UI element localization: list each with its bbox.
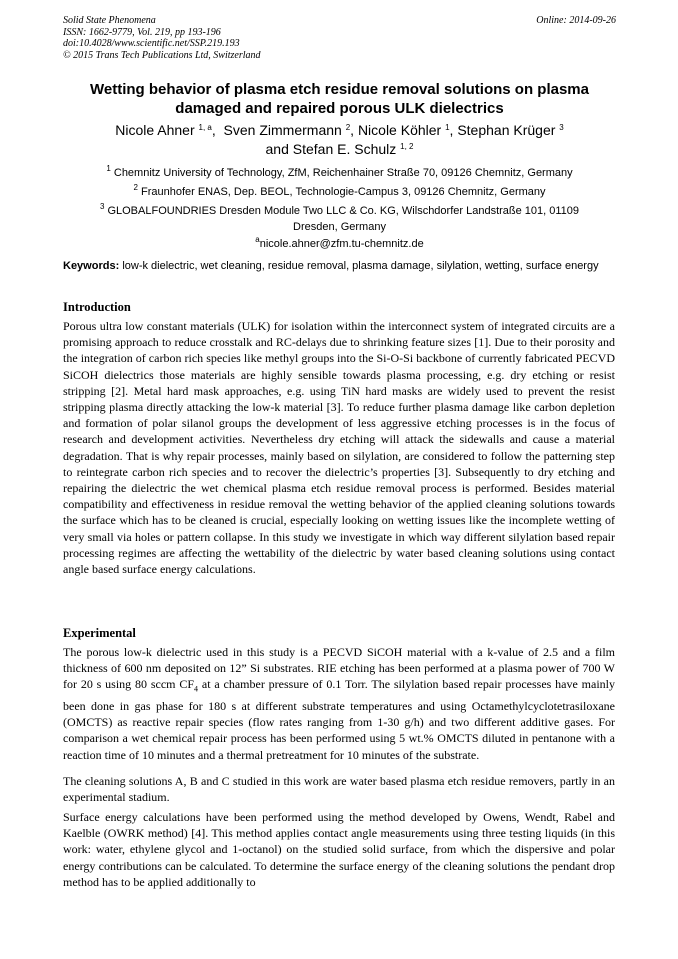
author-affiliation-marker: 3 bbox=[559, 123, 564, 132]
experimental-paragraph-1 bbox=[63, 644, 615, 763]
affiliation-marker: 2 bbox=[133, 183, 138, 192]
affiliation-2 bbox=[63, 184, 616, 200]
author-email bbox=[63, 236, 616, 252]
author-affiliation-marker: 1, a bbox=[198, 123, 212, 132]
copyright-line: © 2015 Trans Tech Publications Ltd, Switzerland bbox=[63, 49, 261, 61]
keywords-label: Keywords: bbox=[63, 260, 120, 272]
affiliation-text: GLOBALFOUNDRIES Dresden Module Two LLC & Co. KG, Wilschdorfer Landstraße 101, 01109 bbox=[107, 205, 580, 217]
experimental-paragraph-3: Surface energy calculations have been performed using the method developed by Owens, Wendt, Rabel and Kaelble (OWRK method) [4]. This method applies contact angle measurements using three testing liquids (in this work: water, ethylene glycol and 1-octanol) on the studied solid surface, from which the dispersive and polar energy contributions can be calculated. To determine the surface energy of the cleaning solutions the pendant drop method has to be applied additionally to bbox=[63, 810, 615, 889]
author-name: Nicole Köhler bbox=[357, 122, 442, 138]
affiliation-text: Fraunhofer ENAS, Dep. BEOL, Technologie-Campus 3, 09126 Chemnitz, Germany bbox=[140, 186, 546, 198]
introduction-heading: Introduction bbox=[63, 300, 131, 314]
author-affiliation-marker: 1, 2 bbox=[400, 142, 414, 151]
author-name: Stephan Krüger bbox=[457, 122, 556, 138]
email-address: nicole.ahner@zfm.tu-chemnitz.de bbox=[259, 238, 424, 250]
experimental-heading: Experimental bbox=[63, 626, 136, 640]
paragraph-text: The porous low-k dielectric used in this study is a PECVD SiCOH material with a k-value of 2.5 and a film thickness of 600 nm deposited on 12” Si substrates. RIE etching has been performed at a plasma power of 700 W for 20 s using 80 sccm CF bbox=[63, 645, 615, 692]
author-affiliation-marker: 1 bbox=[445, 123, 450, 132]
author-affiliation-marker: 2 bbox=[345, 123, 351, 132]
issn-line: ISSN: 1662-9779, Vol. 219, pp 193-196 bbox=[63, 26, 221, 38]
email-marker: a bbox=[255, 235, 260, 244]
author-list: Nicole Ahner $^{1, a}$, Sven Zimmermann $^2$, Nicole Köhler $^1$, Stephan Krüger $^3$ and Stefan E. Schulz $^{1, 2}$ bbox=[115, 122, 564, 157]
keywords-text: low-k dielectric, wet cleaning, residue removal, plasma damage, silylation, wetting, surface energy bbox=[122, 260, 599, 272]
affiliation-3 bbox=[63, 203, 616, 235]
affiliation-marker: 3 bbox=[99, 202, 105, 211]
paper-title: Wetting behavior of plasma etch residue removal solutions on plasma damaged and repaired porous ULK dielectrics bbox=[89, 81, 589, 117]
paragraph-text: at a chamber pressure of 0.1 Torr. The silylation based repair processes have mainly been done in gas phase for 180 s at different substrate temperatures and using Octamethylcyclotetrasiloxane (OMCTS) as reactive repair species (flow rates ranging from 1-30 g/h) and two different additive gases. For comparison a wet chemical repair process has been performed using 5 wt.% OMCTS diluted in pentanone with a reaction time of 10 minutes and a thermal pretreatment for 10 minutes of the substrate. bbox=[63, 677, 615, 762]
experimental-paragraph-2: The cleaning solutions A, B and C studied in this work are water based plasma etch residue removers, partly in an experimental stadium. bbox=[63, 774, 615, 805]
keywords bbox=[63, 259, 615, 273]
affiliation-text: Dresden, Germany bbox=[293, 221, 386, 233]
introduction-paragraph: Porous ultra low constant materials (ULK) for isolation within the interconnect system of integrated circuits are a promising approach to reduce crosstalk and RC-delays due to shrinking feature sizes [1]. Due to their porosity and the integration of carbon rich species like methyl groups into the Si-O-Si backbone of currently fabricated PECVD SiCOH dielectrics those materials are highly sensible towards plasma processing, e.g. dry etching or resist stripping [2]. Metal hard mask approaches, e.g. using TiN hard masks are widely used to prevent the resist stripping plasma directly attacking the low-k material [3]. To reduce further plasma damage like carbon depletion and formation of polar silanol groups the development of less aggressive etching processes is in the focus of research and development activities. Nevertheless dry etching will attack the sidewalls and cause a material degradation. That is why repair processes, mainly based on silylation, are considered to follow the patterning step to reintegrate carbon rich species and to recover the dielectric’s properties [3]. Subsequently to dry etching and repairing the dielectric the wet chemical plasma etch residue removal process is performed. Besides material compatibility and effectiveness in residue removal the wetting behavior of the applied cleaning solutions towards the surface which has to be cleaned is crucial, especially looking on wetting issues like the incomplete wetting of very small via holes or pattern collapse. In this study we investigate in which way different silylation based repair processing regimes are affecting the wettability of the dielectric by water based cleaning solutions using contact angle based surface energy calculations. bbox=[63, 319, 615, 577]
affiliation-1 bbox=[63, 165, 616, 181]
journal-header bbox=[63, 15, 616, 61]
author-name: Stefan E. Schulz bbox=[292, 141, 397, 157]
doi-line: doi:10.4028/www.scientific.net/SSP.219.193 bbox=[63, 38, 240, 49]
online-date: Online: 2014-09-26 bbox=[536, 15, 616, 26]
subscript: 4 bbox=[194, 684, 199, 694]
affiliation-text: Chemnitz University of Technology, ZfM, Reichenhainer Straße 70, 09126 Chemnitz, Germany bbox=[113, 167, 573, 179]
author-name: Sven Zimmermann bbox=[223, 122, 342, 138]
author-conjunction: and bbox=[265, 141, 289, 157]
journal-name: Solid State Phenomena bbox=[63, 15, 156, 26]
author-name: Nicole Ahner bbox=[115, 122, 195, 138]
affiliation-marker: 1 bbox=[106, 164, 111, 173]
